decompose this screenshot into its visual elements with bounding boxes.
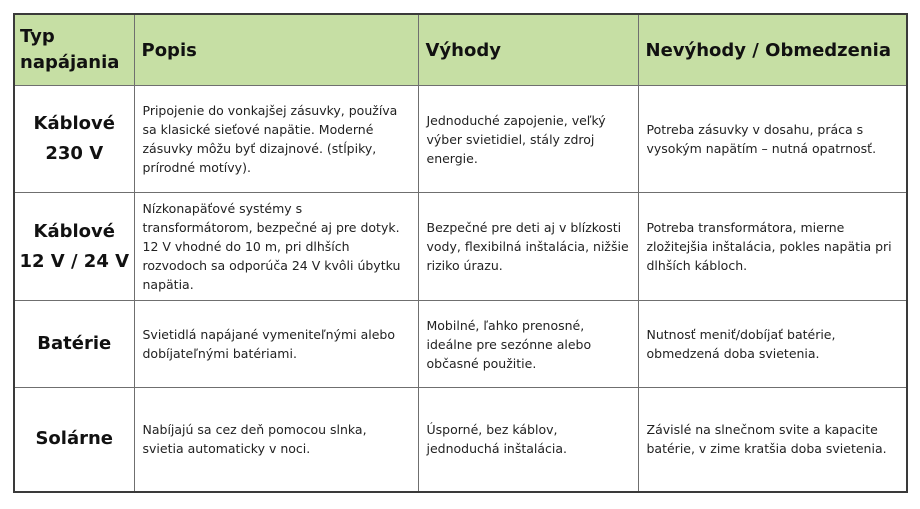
row-disadvantages: Závislé na slnečnom svite a kapacite batérie, v zime kratšia doba svietenia. <box>638 388 907 492</box>
row-description: Nabíjajú sa cez deň pomocou slnka, svietia automaticky v noci. <box>134 388 418 492</box>
table-row <box>14 301 907 388</box>
row-power-type: Káblové 12 V / 24 V <box>14 193 134 301</box>
row-description: Svietidlá napájané vymeniteľnými alebo dobíjateľnými batériami. <box>134 301 418 388</box>
row-description: Pripojenie do vonkajšej zásuvky, používa sa klasické sieťové napätie. Moderné zásuvky môžu byť dizajnové. (stĺpiky, prírodné motívy). <box>134 86 418 193</box>
row-power-type: Káblové 230 V <box>14 86 134 193</box>
row-power-type: Solárne <box>14 388 134 492</box>
power-supply-comparison-table <box>13 13 908 493</box>
row-advantages: Jednoduché zapojenie, veľký výber svietidiel, stály zdroj energie. <box>418 86 638 193</box>
table-row <box>14 388 907 492</box>
row-power-type: Batérie <box>14 301 134 388</box>
row-advantages: Bezpečné pre deti aj v blízkosti vody, flexibilná inštalácia, nižšie riziko úrazu. <box>418 193 638 301</box>
header-description: Popis <box>134 14 418 86</box>
table-header <box>14 14 907 86</box>
table-row <box>14 193 907 301</box>
row-disadvantages: Nutnosť meniť/dobíjať batérie, obmedzená doba svietenia. <box>638 301 907 388</box>
row-advantages: Mobilné, ľahko prenosné, ideálne pre sezónne alebo občasné použitie. <box>418 301 638 388</box>
row-disadvantages: Potreba zásuvky v dosahu, práca s vysokým napätím – nutná opatrnosť. <box>638 86 907 193</box>
row-disadvantages: Potreba transformátora, mierne zložitejšia inštalácia, pokles napätia pri dlhších kábloch. <box>638 193 907 301</box>
header-disadvantages: Nevýhody / Obmedzenia <box>638 14 907 86</box>
header-row <box>14 14 907 86</box>
row-description: Nízkonapäťové systémy s transformátorom, bezpečné aj pre dotyk. 12 V vhodné do 10 m, pri dlhších rozvodoch sa odporúča 24 V kvôli úbytku napätia. <box>134 193 418 301</box>
table-row <box>14 86 907 193</box>
table-body <box>14 86 907 492</box>
row-advantages: Úsporné, bez káblov, jednoduchá inštalácia. <box>418 388 638 492</box>
header-advantages: Výhody <box>418 14 638 86</box>
header-power-type: Typ napájania <box>14 14 134 86</box>
